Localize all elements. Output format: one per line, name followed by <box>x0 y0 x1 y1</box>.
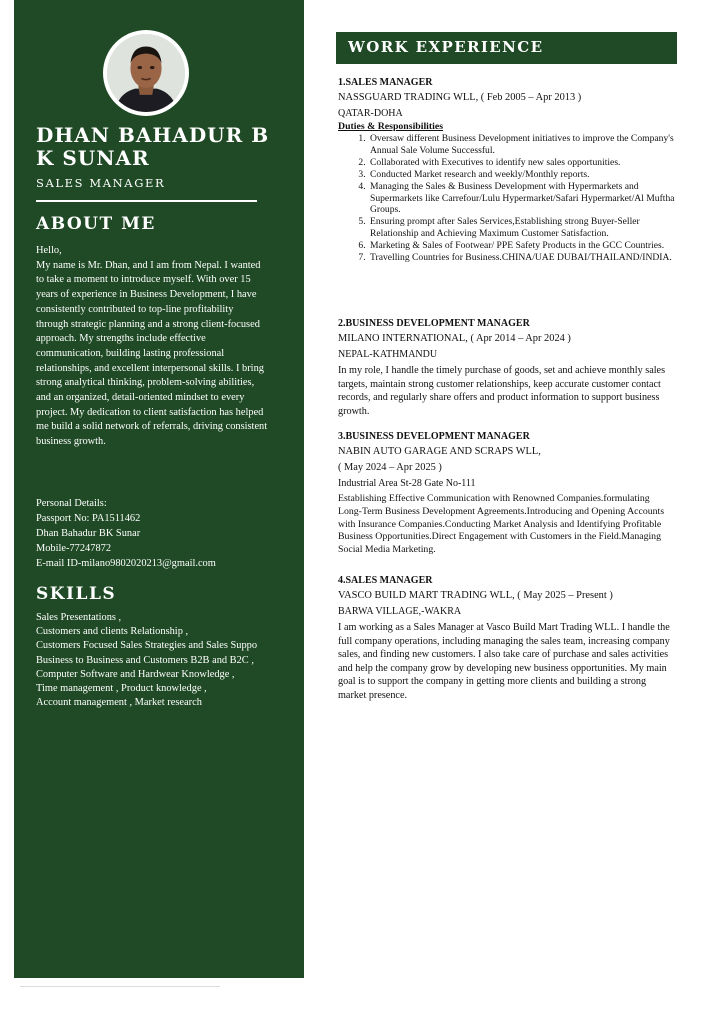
profile-photo <box>107 34 185 112</box>
job-company: NABIN AUTO GARAGE AND SCRAPS WLL, <box>338 446 541 457</box>
personal-details <box>36 496 276 571</box>
job-title: 2.BUSINESS DEVELOPMENT MANAGER <box>338 318 530 329</box>
job-title: 1.SALES MANAGER <box>338 77 433 88</box>
candidate-name: DHAN BAHADUR B K SUNAR <box>36 123 270 170</box>
job-location: NEPAL-KATHMANDU <box>338 349 438 360</box>
duty-item: 5. Ensuring prompt after Sales Services,Establishing strong Buyer-Seller Relationship and Achieving Maximum Customer Satisfaction. <box>368 216 676 240</box>
job-company: NASSGUARD TRADING WLL, ( Feb 2005 – Apr 2013 ) <box>338 92 582 103</box>
profile-photo-frame <box>103 30 189 116</box>
mobile-number: Mobile-77247872 <box>36 543 112 554</box>
duty-item: 4. Managing the Sales & Business Development with Hypermarkets and Supermarkets like Carrefour/Lulu Hypermarket/Safari Hypermarket/Al Muftha Groups. <box>368 181 676 217</box>
duty-item: 3. Conducted Market research and weekly/Monthly reports. <box>368 169 676 181</box>
duty-item: 1. Oversaw different Business Development initiatives to improve the Company's Annual Sale Volume Successful. <box>368 133 676 157</box>
work-experience-heading: WORK EXPERIENCE <box>336 32 677 64</box>
skills-heading: SKILLS <box>36 584 117 604</box>
skill-line: Account management , Market research <box>36 697 202 709</box>
duties-label: Duties & Responsibilities <box>338 121 444 132</box>
skill-line: Sales Presentations , <box>36 612 122 623</box>
job-location: QATAR-DOHA <box>338 108 403 119</box>
job-location: Industrial Area St-28 Gate No-111 <box>338 478 476 489</box>
job-dates: ( May 2024 – Apr 2025 ) <box>338 462 442 473</box>
skill-line: Time management , Product knowledge , <box>36 683 207 695</box>
page-edge-line <box>20 986 220 987</box>
job-title: 4.SALES MANAGER <box>338 575 433 586</box>
duty-item: 7. Travelling Countries for Business.CHINA/UAE DUBAI/THAILAND/INDIA. <box>368 252 676 264</box>
about-greeting: Hello, <box>36 245 62 256</box>
duties-list <box>368 133 676 264</box>
portrait-image <box>107 34 185 112</box>
job-description: Establishing Effective Communication with Renowned Companies.formulating Long-Term Business Development Agreements.Introducing and Opening Accounts with Insurance Companies.Conducting Market Analysis and Identifying Profitable Business Opportunities.Direct Engagement with Customers in the Field.Managing Social Media Marketing. <box>338 493 665 556</box>
full-name: Dhan Bahadur BK Sunar <box>36 528 141 539</box>
job-location: BARWA VILLAGE,-WAKRA <box>338 606 462 617</box>
job-entry-1 <box>338 76 676 264</box>
job-entry-4 <box>338 574 676 703</box>
about-section <box>36 244 268 450</box>
job-description: In my role, I handle the timely purchase of goods, set and achieve monthly sales targets, maintain strong customer relationships, keep accurate customer contact records, and regularly share offers and product information to support business growth. <box>338 365 666 417</box>
job-company: MILANO INTERNATIONAL, ( Apr 2014 – Apr 2024 ) <box>338 333 571 344</box>
job-entry-3 <box>338 430 676 557</box>
job-title: 3.BUSINESS DEVELOPMENT MANAGER <box>338 431 530 442</box>
personal-details-label: Personal Details: <box>36 498 107 509</box>
name-divider <box>36 200 257 202</box>
skill-line: Business to Business and Customers B2B and B2C , <box>36 654 254 666</box>
about-heading: ABOUT ME <box>36 214 156 234</box>
candidate-role: SALES MANAGER <box>36 176 166 190</box>
job-description: I am working as a Sales Manager at Vasco Build Mart Trading WLL. I handle the full company operations, including managing the sales team, increasing company sales, and finding new customers. I also take care of purchase and sales activities and help the company grow by developing new business opportunities. My main goal is to support the company in getting more clients and building a strong market presence. <box>338 622 670 701</box>
passport-number: Passport No: PA1511462 <box>36 513 141 524</box>
email-address: E-mail ID-milano9802020213@gmail.com <box>36 558 216 569</box>
skills-list <box>36 611 290 710</box>
job-company: VASCO BUILD MART TRADING WLL, ( May 2025 – Present ) <box>338 590 613 601</box>
duty-item: 6. Marketing & Sales of Footwear/ PPE Safety Products in the GCC Countries. <box>368 240 676 252</box>
about-text: My name is Mr. Dhan, and I am from Nepal. I wanted to take a moment to introduce myself. With over 15 years of experience in Business Development, I have consistently contributed to top-line profitability through strategic planning and a strong client-focused approach. My strengths include effective communication, building lasting professional relationships, and excellent interpersonal skills. I bring strong analytical thinking, problem-solving abilities, and an organized, detail-oriented mindset to every project. My dedication to client satisfaction has helped me build a solid network of referrals, driving consistent business growth. <box>36 259 268 448</box>
skill-line: Customers and clients Relationship , <box>36 626 189 638</box>
skill-line: Customers Focused Sales Strategies and Sales Suppo <box>36 640 258 652</box>
skill-line: Computer Software and Hardwear Knowledge , <box>36 668 235 680</box>
job-entry-2 <box>338 317 676 418</box>
duty-item: 2. Collaborated with Executives to identify new sales opportunities. <box>368 157 676 169</box>
